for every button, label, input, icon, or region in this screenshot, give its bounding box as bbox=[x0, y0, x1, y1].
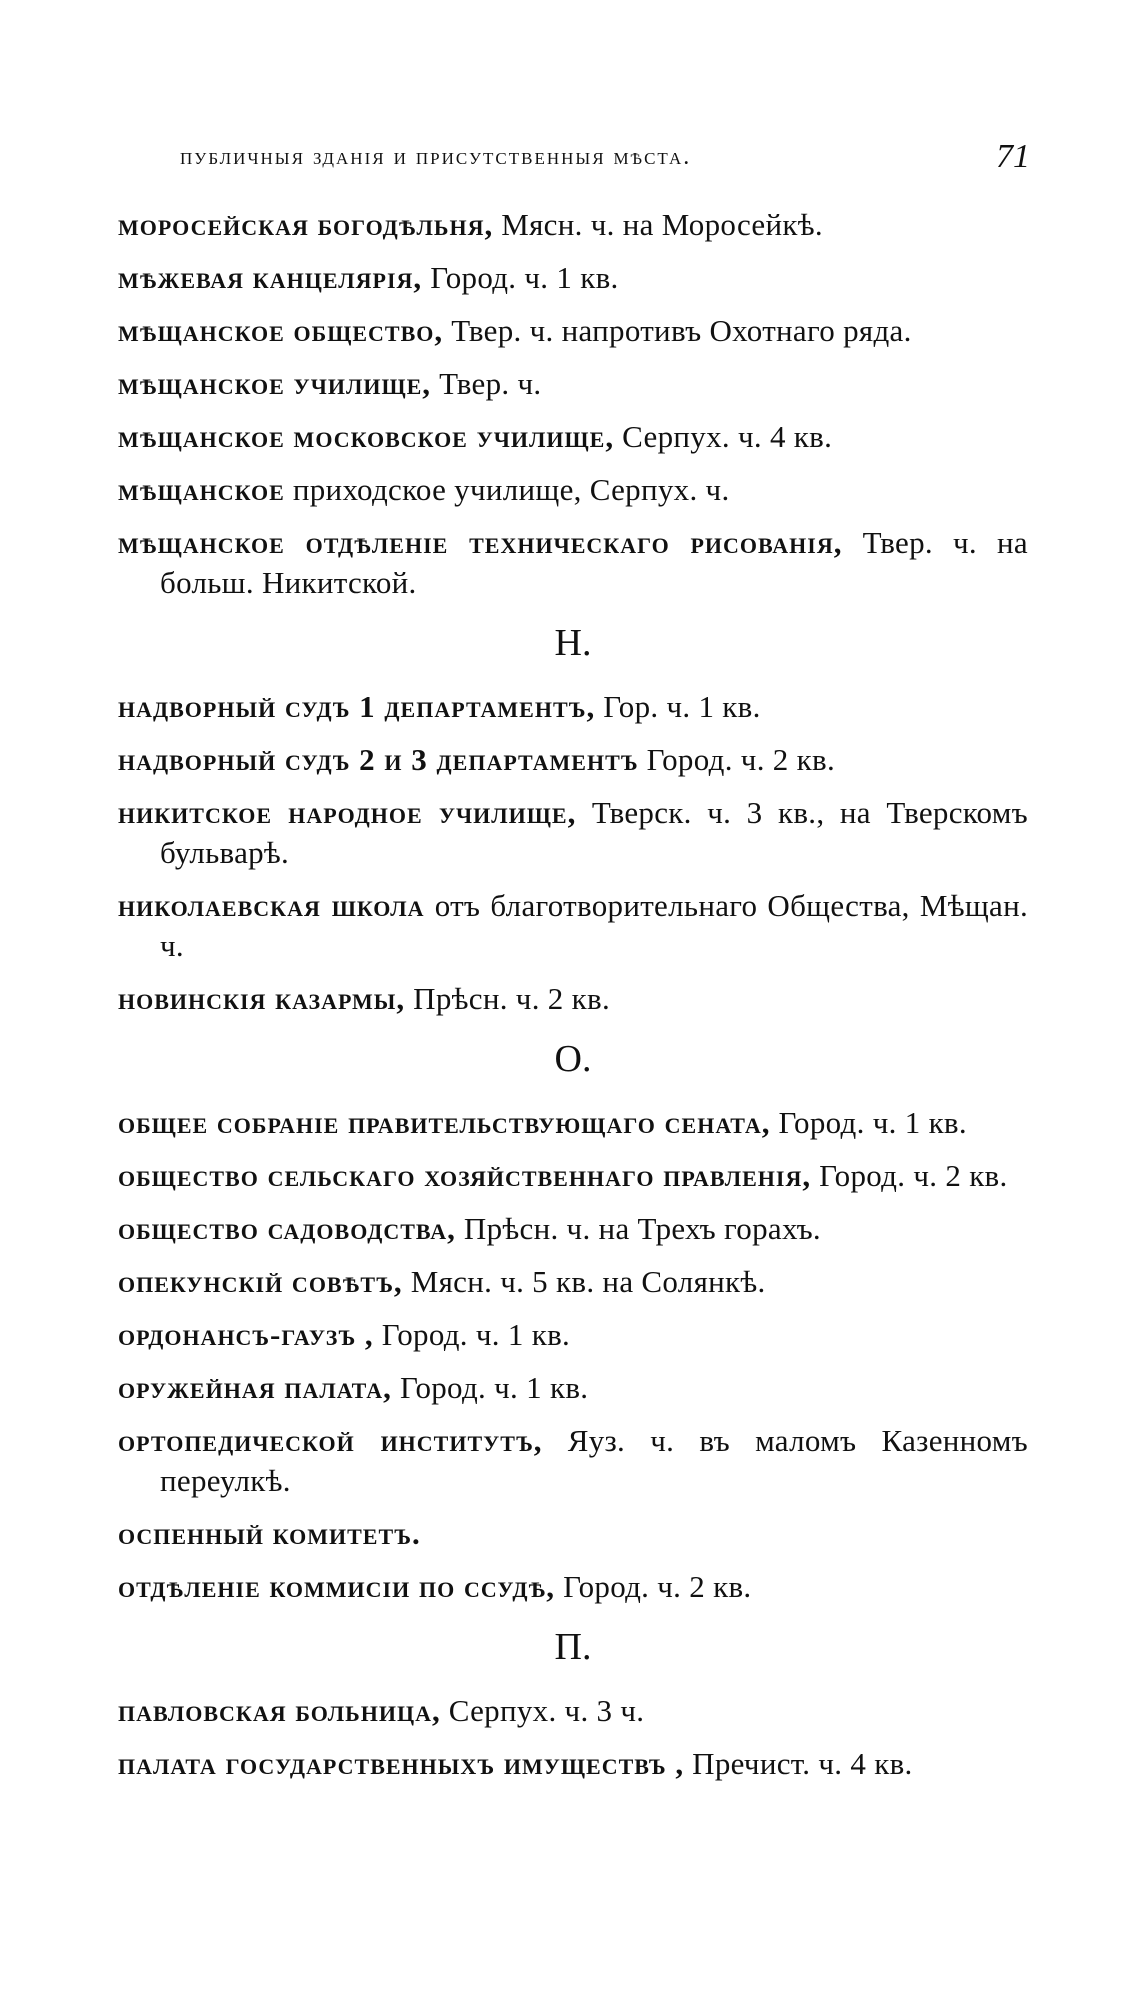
directory-entry bbox=[118, 1421, 1028, 1501]
entry-name: ортопедической институтъ, bbox=[118, 1423, 543, 1458]
directory-entry bbox=[118, 258, 1028, 298]
entry-name: никитское народное училище, bbox=[118, 795, 577, 830]
directory-entry bbox=[118, 1315, 1028, 1355]
directory-entry bbox=[118, 417, 1028, 457]
directory-entry bbox=[118, 1262, 1028, 1302]
entry-location: Город. ч. 1 кв. bbox=[770, 1105, 967, 1140]
entry-name: мѣщанское московское училище, bbox=[118, 419, 615, 454]
section-letter-heading: О. bbox=[554, 1038, 592, 1080]
entry-location: Гор. ч. 1 кв. bbox=[595, 689, 761, 724]
entry-location: отъ благотворительнаго Общества, Мѣщан. ч. bbox=[160, 888, 1029, 963]
entry-location: Мясн. ч. 5 кв. на Солянкѣ. bbox=[402, 1264, 766, 1299]
entry-location: Прѣсн. ч. на Трехъ горахъ. bbox=[455, 1211, 821, 1246]
entry-location: Город. ч. 1 кв. bbox=[422, 260, 619, 295]
entry-location: Город. ч. 1 кв. bbox=[391, 1370, 589, 1405]
directory-entry bbox=[118, 886, 1028, 966]
directory-entry bbox=[118, 740, 1028, 780]
entry-name: опекунскій совѣтъ, bbox=[118, 1264, 403, 1299]
directory-entry bbox=[118, 364, 1028, 404]
directory-entries bbox=[118, 205, 1028, 1797]
directory-entry bbox=[118, 470, 1028, 510]
entry-name: надворный судъ 1 департаментъ, bbox=[118, 689, 596, 724]
entry-name: общество сельскаго хозяйственнаго правленія, bbox=[118, 1158, 812, 1193]
entry-location: Город. ч. 2 кв. bbox=[638, 742, 835, 777]
directory-entry bbox=[118, 1691, 1028, 1731]
section-letter-heading: Н. bbox=[554, 622, 592, 664]
entry-name: новинскія казармы, bbox=[118, 981, 406, 1016]
directory-entry bbox=[118, 1368, 1028, 1408]
entry-location: Город. ч. 2 кв. bbox=[555, 1569, 752, 1604]
entry-name: николаевская школа bbox=[118, 888, 425, 923]
section-letter-heading: П. bbox=[554, 1626, 592, 1668]
directory-entry bbox=[118, 1744, 1028, 1784]
running-title: публичныя зданія и присутственныя мѣста. bbox=[180, 144, 692, 170]
entry-location: Город. ч. 1 кв. bbox=[373, 1317, 571, 1352]
entry-location: Город. ч. 2 кв. bbox=[811, 1158, 1008, 1193]
entry-location: Яуз. ч. въ маломъ Казенномъ переулкѣ. bbox=[160, 1423, 1028, 1498]
entry-name: мѣщанское общество, bbox=[118, 313, 444, 348]
entry-location: Твер. ч. напротивъ Охотнаго ряда. bbox=[443, 313, 912, 348]
page-number: 71 bbox=[996, 138, 1030, 175]
entry-location: приходское училище, Серпух. ч. bbox=[284, 472, 730, 507]
entry-location: Мясн. ч. на Моросейкѣ. bbox=[493, 207, 823, 242]
entry-name: общество садоводства, bbox=[118, 1211, 456, 1246]
entry-name: оспенный комитетъ. bbox=[118, 1516, 421, 1551]
directory-entry bbox=[118, 687, 1028, 727]
directory-entry bbox=[118, 1514, 1028, 1554]
entry-location: Серпух. ч. 4 кв. bbox=[614, 419, 833, 454]
directory-entry bbox=[118, 205, 1028, 245]
entry-name: мѣщанское отдѣленіе техническаго рисованія, bbox=[118, 525, 843, 560]
directory-entry bbox=[118, 979, 1028, 1019]
entry-location: Серпух. ч. 3 ч. bbox=[440, 1693, 645, 1728]
entry-name: палата государственныхъ имуществъ , bbox=[118, 1746, 685, 1781]
directory-entry bbox=[118, 1103, 1028, 1143]
entry-name: оружейная палата, bbox=[118, 1370, 392, 1405]
entry-location: Пречист. ч. 4 кв. bbox=[684, 1746, 913, 1781]
entry-name: павловская больница, bbox=[118, 1693, 441, 1728]
entry-name: моросейская богодѣльня, bbox=[118, 207, 494, 242]
directory-entry bbox=[118, 793, 1028, 873]
entry-name: мѣщанское bbox=[118, 472, 285, 507]
entry-name: отдѣленіе коммисіи по ссудѣ, bbox=[118, 1569, 556, 1604]
directory-entry bbox=[118, 1156, 1028, 1196]
directory-entry bbox=[118, 1567, 1028, 1607]
directory-entry bbox=[118, 1209, 1028, 1249]
running-header bbox=[180, 138, 1030, 178]
entry-location: Тверск. ч. 3 кв., на Тверскомъ бульварѣ. bbox=[160, 795, 1028, 870]
directory-entry bbox=[118, 311, 1028, 351]
directory-entry bbox=[118, 523, 1028, 603]
entry-name: мѣщанское училище, bbox=[118, 366, 432, 401]
entry-location: Твер. ч. на больш. Никитской. bbox=[160, 525, 1028, 600]
entry-name: ордонансъ-гаузъ , bbox=[118, 1317, 374, 1352]
entry-name: надворный судъ 2 и 3 департаментъ bbox=[118, 742, 639, 777]
entry-name: мѣжевая канцелярія, bbox=[118, 260, 423, 295]
entry-location: Прѣсн. ч. 2 кв. bbox=[405, 981, 611, 1016]
entry-location: Твер. ч. bbox=[431, 366, 542, 401]
entry-name: общее собраніе правительствующаго сената, bbox=[118, 1105, 771, 1140]
